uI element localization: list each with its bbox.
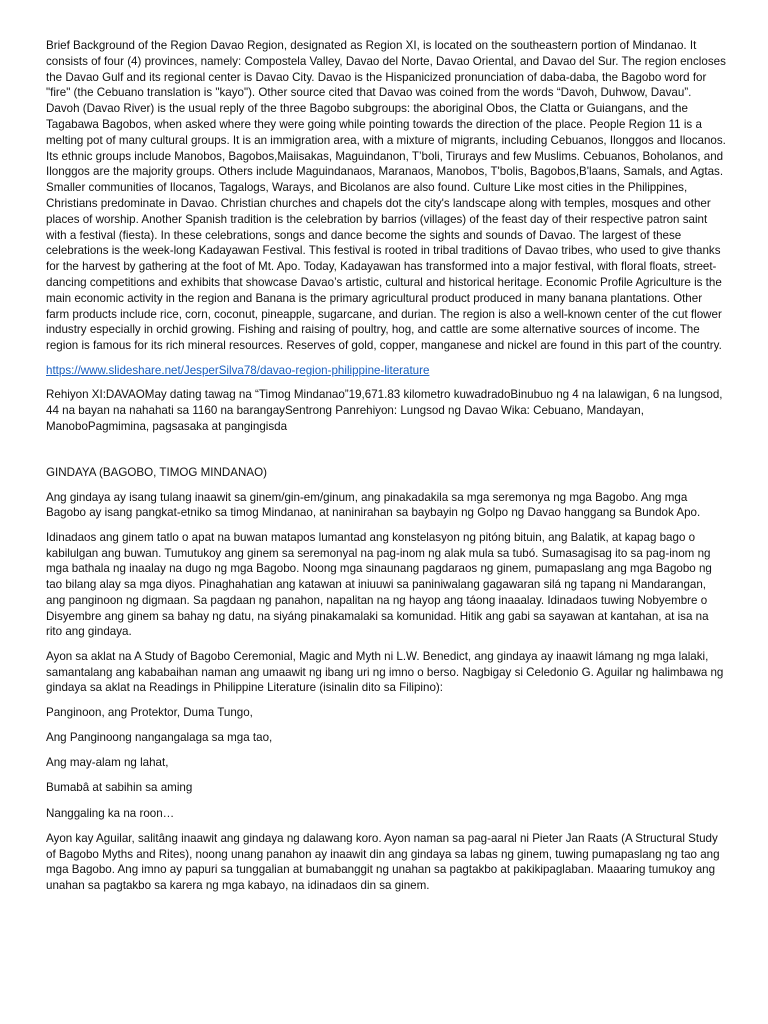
source-link-paragraph <box>46 363 726 379</box>
gindaya-paragraph-3: Ayon sa aklat na A Study of Bagobo Ceremonial, Magic and Myth ni L.W. Benedict, ang gindaya ay inaawit lámang ng mga lalaki, samantalang ang kababaihan naman ang umaawit ng ibang uri ng imno o berso. Nagbigay si Celedonio G. Aguilar ng halimbawa ng gindaya sa aklat na Readings in Philippine Literature (isinalin dito sa Filipino): <box>46 649 724 695</box>
source-link[interactable]: https://www.slideshare.net/JesperSilva78/davao-region-philippine-literature <box>46 363 430 377</box>
verse-line: Panginoon, ang Protektor, Duma Tungo, <box>46 705 253 719</box>
verse-line: Ang may-alam ng lahat, <box>46 756 169 770</box>
gindaya-paragraph-1: Ang gindaya ay isang tulang inaawit sa ginem/gin-em/ginum, ang pinakadakila sa mga seremonya ng mga Bagobo. Ang mga Bagobo ay isang pangkat-etniko sa timog Mindanao, at naninirahan sa baybayin ng Golpo ng Davao hanggang sa Bundok Apo. <box>46 490 701 520</box>
rehiyon-paragraph: Rehiyon XI:DAVAOMay dating tawag na “Timog Mindanao”19,671.83 kilometro kuwadradoBinubuo ng 4 na lalawigan, 6 na lungsod, 44 na bayan na nahahati sa 1160 na barangaySentrong Panrehiyon: Lungsod ng Davao Wika: Cebuano, Mandayan, ManoboPagmimina, pagsasaka at pangingisda <box>46 388 723 433</box>
verse-line: Ang Panginoong nangangalaga sa mga tao, <box>46 731 273 745</box>
section-heading: GINDAYA (BAGOBO, TIMOG MINDANAO) <box>46 465 267 479</box>
gindaya-paragraph-4: Ayon kay Aguilar, salitâng inaawit ang gindaya ng dalawang koro. Ayon naman sa pag-aaral ni Pieter Jan Raats (A Structural Study of Bagobo Myths and Rites), noong unang panahon ay inaawit din ang gindaya sa labas ng ginem, tuwing pumapaslang ng tao ang mga Bagobo. Ang imno ay papuri sa tunggalian at bumabanggit ng unahan sa pagtakbo at pakikipaglaban. Maaaring tumukoy ang unahan sa pagtakbo sa karera ng mga kabayo, na idinadaos din sa ginem. <box>46 831 720 893</box>
gindaya-paragraph-2: Idinadaos ang ginem tatlo o apat na buwan matapos lumantad ang konstelasyon ng pitóng bituin, ang Balatik, at kapag bago o kabilulgan ang buwan. Tumutukoy ang ginem sa seremonyal na pag-inom ng alak mula sa tubó. Sumasagisag ito sa pag-inom ng mga bathala ng inaalay na dugo ng mga Bagobo. Noong mga sinaunang pagdaraos ng ginem, pumapaslang ang mga Bagobo ng tao bilang alay sa mga diyos. Pinaghahatian ang katawan at iniuuwi sa paniniwalang gagawaran silá ng tapang ni Mandarangan, ang panginoon ng digmaan. Sa pagdaan ng panahon, napalitan na ng hayop ang táong inaaalay. Idinadaos tuwing Nobyembre o Disyembre ang ginem sa bahay ng datu, na siyáng pinakamalaki sa komunidad. Hitik ang gabi sa sayawan at kantahan, at isa na rito ang gindaya. <box>46 530 712 639</box>
document-page <box>46 38 726 903</box>
intro-paragraph: Brief Background of the Region Davao Region, designated as Region XI, is located on the southeastern portion of Mindanao. It consists of four (4) provinces, namely: Compostela Valley, Davao del Norte, Davao Oriental, and Davao del Sur. The region encloses the Davao Gulf and its regional center is Davao City. Davao is the Hispanicized pronunciation of daba-daba, the Bagobo word for "fire" (the Cebuano translation is "kayo"). Other source cited that Davao was coined from the words “Davoh, Duhwow, Davau”. Davoh (Davao River) is the usual reply of the three Bagobo subgroups: the aboriginal Obos, the Clatta or Guiangans, and the Tagabawa Bagobos, when asked where they were going while pointing towards the direction of the place. People Region 11 is a melting pot of many cultural groups. It is an immigration area, with a mixture of migrants, including Cebuanos, Ilonggos and Ilocanos. Its ethnic groups include Manobos, Bagobos,Maiisakas, Maguindanon, T’boli, Tirurays and few Muslims. Cebuanos, Boholanos, and Ilonggos are the majority groups. Others include Maguindanaos, Maranaos, Manobos, T'bolis, Bagobos,B'laans, Samals, and Agtas. Smaller communities of Ilocanos, Tagalogs, Warays, and Bicolanos are also found. Culture Like most cities in the Philippines, Christians predominate in Davao. Christian churches and chapels dot the city's landscape along with temples, mosques and other places of worship. Another Spanish tradition is the celebration by barrios (villages) of the feast day of their respective patron saint with a festival (fiesta). In these celebrations, songs and dance become the sights and sounds of Davao. The largest of these celebrations is the week-long Kadayawan Festival. This festival is rooted in tribal traditions of Davao tribes, who used to give thanks for the harvest by gathering at the foot of Mt. Apo. Today, Kadayawan has transformed into a major festival, with floral floats, street-dancing competitions and exhibits that showcase Davao’s artistic, cultural and historical heritage. Economic Profile Agriculture is the main economic activity in the region and Banana is the primary agricultural product produced in many banana plantations. Other farm products include rice, corn, coconut, pineapple, sugarcane, and durian. The region is also a well-known center of the cut flower industry especially in orchid growing. Fishing and raising of poultry, hog, and cattle are some alternative sources of income. The region is famous for its rich mineral resources. Reserves of gold, copper, manganese and nickel are found in this part of the country. <box>46 39 726 353</box>
verse-line: Bumabâ at sabihin sa aming <box>46 781 193 795</box>
verse-line: Nanggaling ka na roon… <box>46 806 175 820</box>
